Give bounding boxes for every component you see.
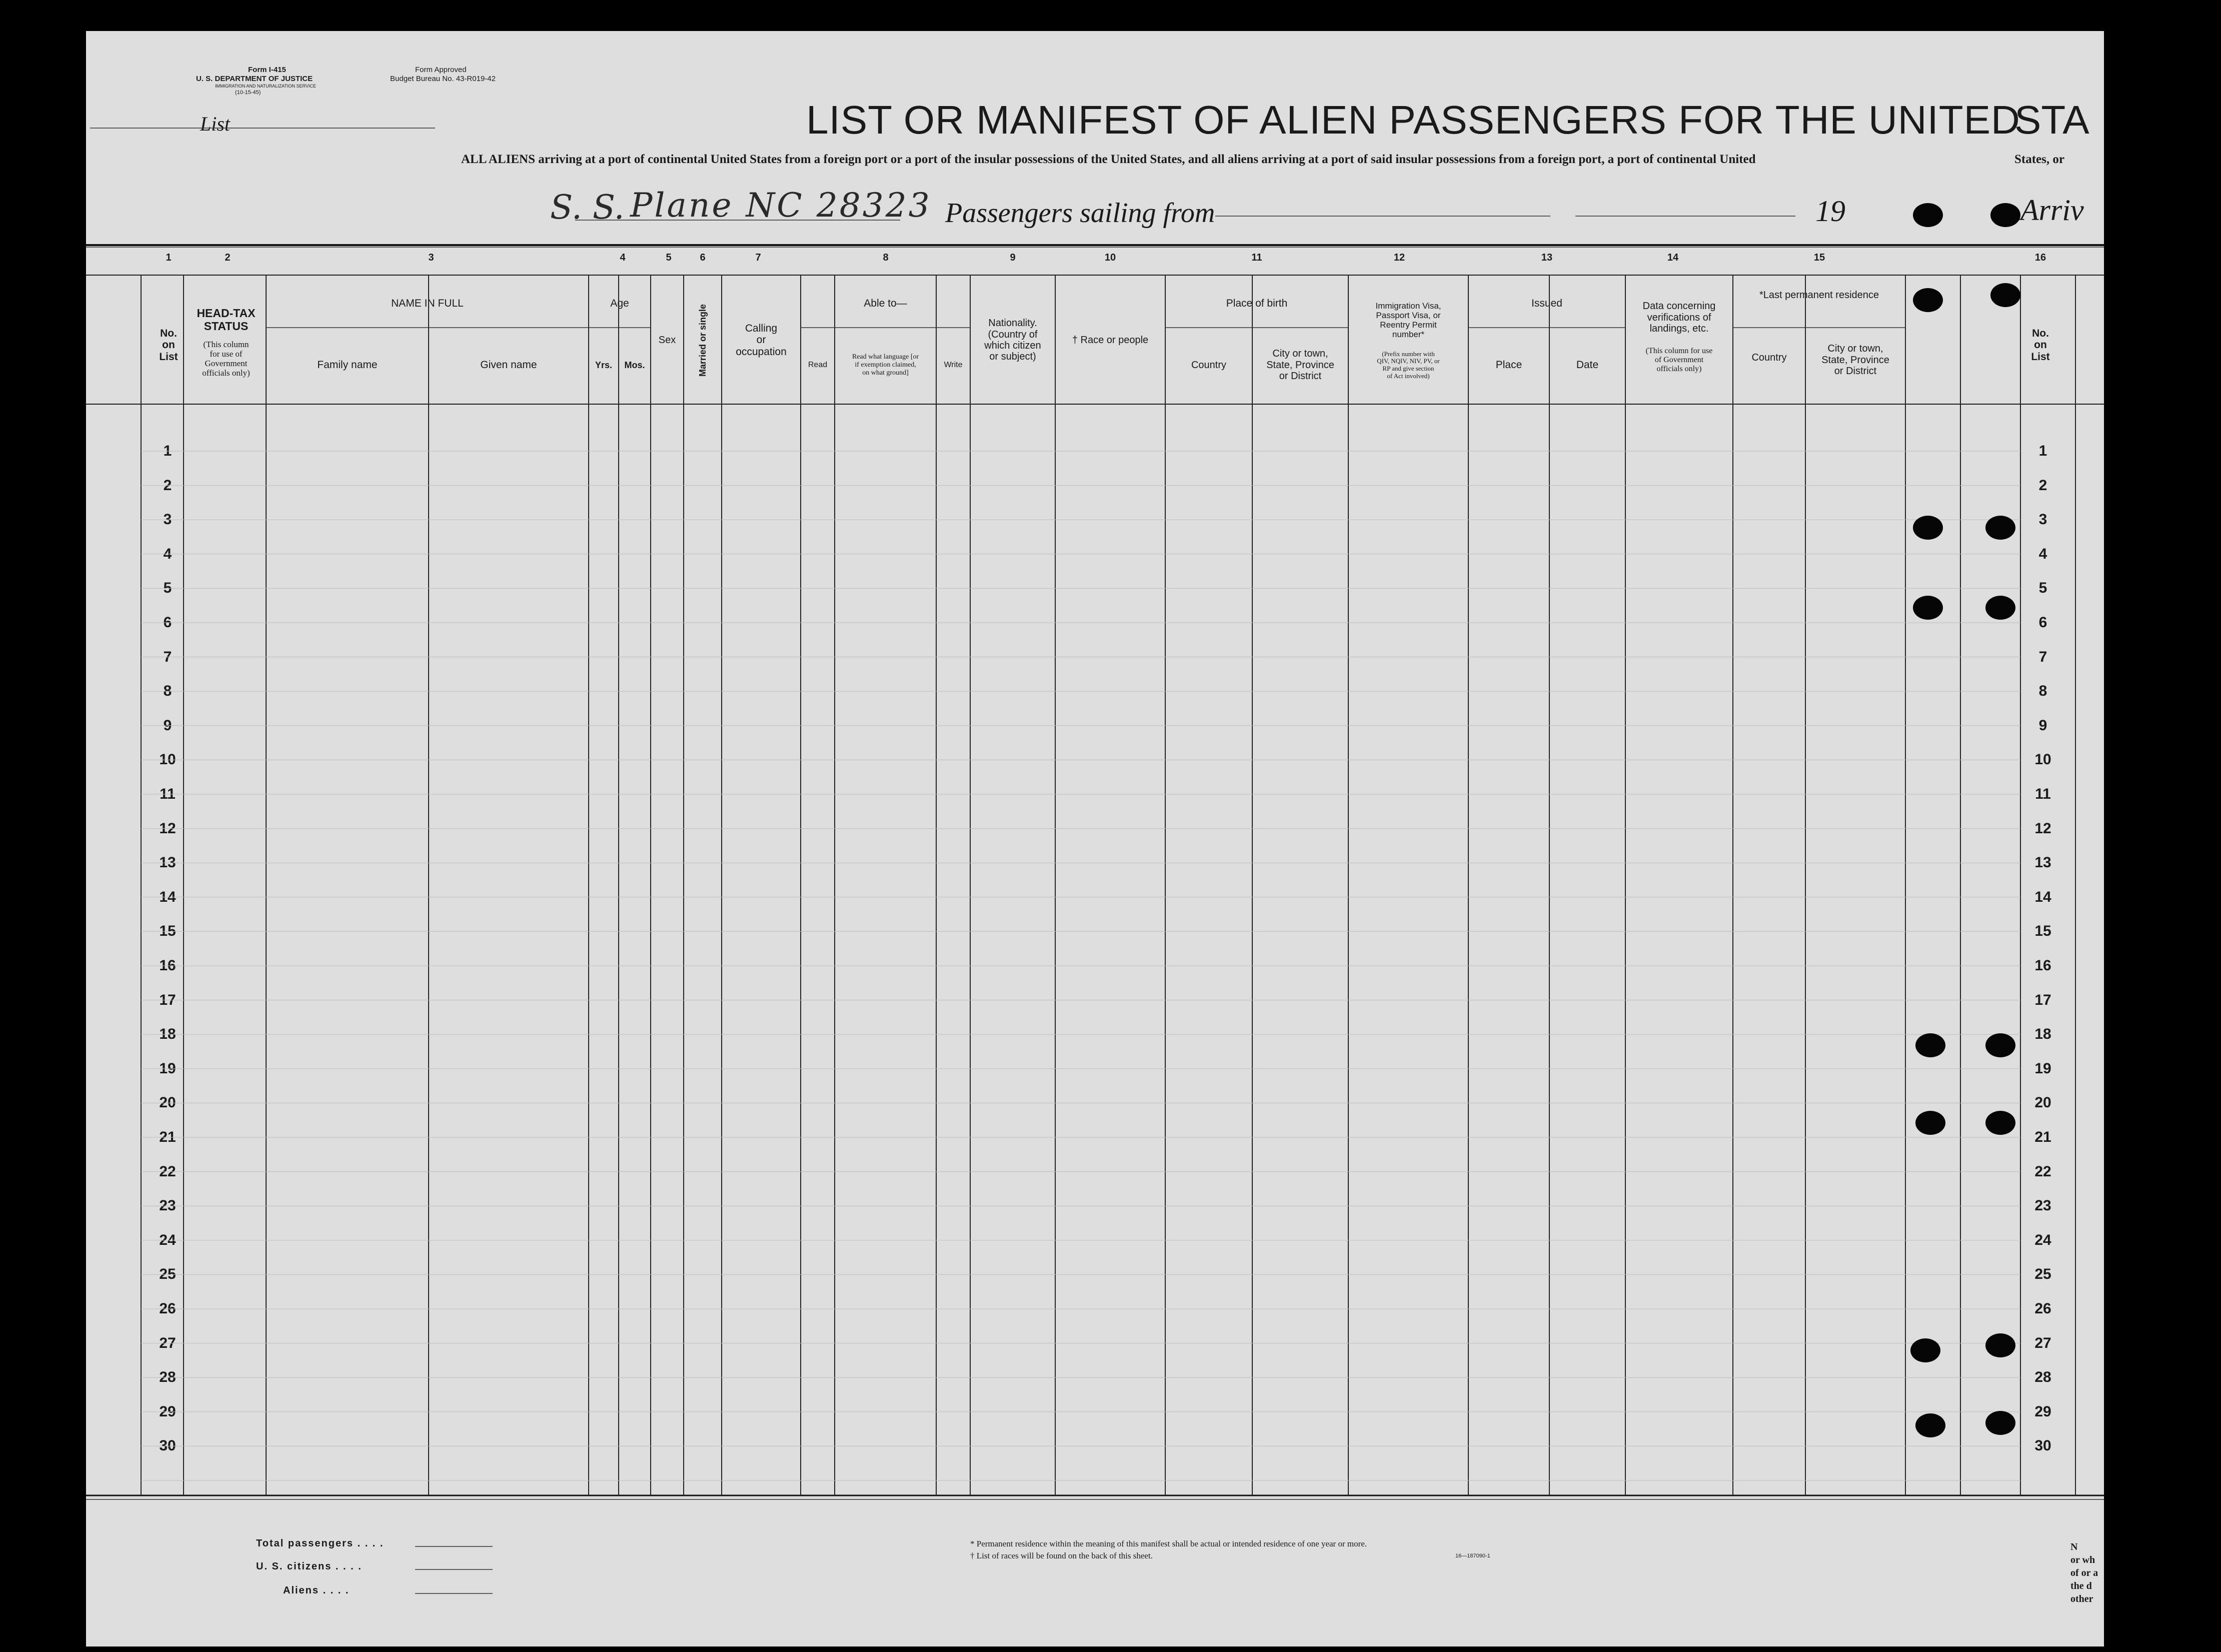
row-number: 17 (159, 991, 176, 1008)
form-number: Form I-415 (248, 66, 286, 74)
row-number-right: 27 (2034, 1334, 2051, 1351)
header-issued: Issued (1531, 298, 1562, 310)
page-title: LIST OR MANIFEST OF ALIEN PASSENGERS FOR THE UNITED (806, 98, 2020, 142)
row-number-right: 15 (2034, 923, 2051, 940)
row-number-right: 20 (2034, 1094, 2051, 1111)
punch-hole (1985, 1411, 2015, 1435)
right-edge-fragment: N or wh of or a the d other (2070, 1541, 2098, 1604)
note-races: † List of races will be found on the back of this sheet. (970, 1551, 1153, 1560)
punch-hole (1985, 1111, 2015, 1135)
row-number-right: 17 (2034, 991, 2051, 1008)
row-number-right: 3 (2038, 511, 2047, 528)
row-number: 27 (159, 1334, 176, 1351)
column-number: 11 (1251, 252, 1262, 263)
column-number: 3 (428, 252, 434, 263)
column-number: 15 (1813, 252, 1825, 263)
punch-hole (1985, 1033, 2015, 1057)
header-visa-note: (Prefix number with QIV, NQIV, NIV, PV, or RP and give section of Act involved) (1377, 350, 1440, 380)
row-number-right: 12 (2034, 820, 2051, 837)
row-number-right: 11 (2035, 786, 2051, 802)
punch-hole (1915, 1033, 1945, 1057)
row-number-right: 1 (2038, 443, 2047, 459)
column-number: 2 (225, 252, 231, 263)
header-head-tax: HEAD-TAX STATUS (197, 307, 256, 333)
column-number: 9 (1010, 252, 1016, 263)
row-number-right: 9 (2038, 717, 2047, 734)
header-no-on-list-right: No. on List (2031, 327, 2050, 363)
print-code: 16—187090-1 (1455, 1553, 1490, 1559)
punch-hole (1913, 288, 1943, 312)
column-number: 4 (620, 252, 626, 263)
header-read-language: Read what language [or if exemption claimed, on what ground] (852, 353, 919, 377)
budget-number: Budget Bureau No. 43-R019-42 (390, 75, 496, 83)
header-read: Read (808, 361, 828, 370)
punch-hole (1913, 203, 1943, 227)
header-mos: Mos. (624, 360, 645, 370)
row-number-right: 5 (2038, 580, 2047, 597)
row-number: 20 (159, 1094, 176, 1111)
list-label: List (200, 113, 231, 135)
row-number: 7 (163, 648, 172, 665)
header-name-in-full: NAME IN FULL (391, 298, 464, 310)
row-number-right: 13 (2034, 854, 2051, 871)
total-passengers-label: Total passengers . . . . (256, 1538, 384, 1549)
aliens-label: Aliens . . . . (283, 1585, 350, 1596)
header-lr-city: City or town, State, Province or District (1821, 343, 1889, 377)
row-number: 22 (159, 1163, 176, 1180)
column-number: 10 (1104, 252, 1116, 263)
row-number: 16 (159, 957, 176, 974)
row-number: 24 (159, 1231, 176, 1248)
ship-name: Plane NC 28323 (630, 186, 932, 225)
header-pob-country: Country (1191, 359, 1227, 371)
header-head-tax-note: (This column for use of Government officials only) (202, 339, 250, 378)
row-number-right: 23 (2034, 1197, 2051, 1214)
note-permanent-residence: * Permanent residence within the meaning of this manifest shall be actual or intended residence of one year or more. (970, 1539, 1367, 1548)
row-number-right: 18 (2034, 1026, 2051, 1043)
row-number-right: 14 (2034, 888, 2051, 905)
punch-hole (1913, 516, 1943, 540)
row-number: 15 (159, 923, 176, 940)
header-calling: Calling or occupation (736, 322, 787, 358)
service-label: IMMIGRATION AND NATURALIZATION SERVICE (215, 84, 316, 89)
row-number: 8 (163, 683, 172, 700)
column-number: 1 (166, 252, 172, 263)
row-number-right: 28 (2034, 1369, 2051, 1386)
arriving-cut: Arriv (2020, 194, 2084, 227)
column-number: 12 (1393, 252, 1405, 263)
column-number: 13 (1541, 252, 1553, 263)
row-number: 14 (159, 888, 176, 905)
row-number-right: 24 (2034, 1231, 2051, 1248)
header-no-on-list: No. on List (159, 327, 178, 363)
row-number: 25 (159, 1266, 176, 1283)
row-number: 26 (159, 1300, 176, 1317)
row-number: 29 (159, 1403, 176, 1420)
row-number: 11 (160, 786, 176, 802)
row-number-right: 26 (2034, 1300, 2051, 1317)
punch-hole (1910, 1338, 1940, 1362)
punch-hole (1990, 283, 2020, 307)
row-number: 3 (163, 511, 172, 528)
department-label: U. S. DEPARTMENT OF JUSTICE (196, 75, 313, 83)
column-number: 6 (700, 252, 706, 263)
header-family-name: Family name (317, 359, 378, 371)
column-number: 14 (1667, 252, 1679, 263)
row-number-right: 19 (2034, 1060, 2051, 1077)
header-data-concerning: Data concerning verifications of landings, etc. (1642, 301, 1716, 335)
row-number: 19 (159, 1060, 176, 1077)
row-number-right: 22 (2034, 1163, 2051, 1180)
row-number-right: 21 (2034, 1129, 2051, 1145)
subtitle: ALL ALIENS arriving at a port of continental United States from a foreign port or a port of the insular possessions of the United States, and all aliens arriving at a port of said insular possessions from a foreign port, a port of continental United (461, 153, 1756, 166)
header-sex: Sex (658, 334, 676, 346)
row-number: 6 (163, 614, 172, 631)
row-number: 1 (163, 443, 172, 459)
header-last-residence: *Last permanent residence (1759, 289, 1879, 301)
row-number: 30 (159, 1437, 176, 1454)
us-citizens-label: U. S. citizens . . . . (256, 1561, 362, 1572)
row-number: 2 (163, 477, 172, 494)
header-given-name: Given name (480, 359, 537, 371)
header-race: † Race or people (1072, 334, 1149, 346)
row-number-right: 8 (2038, 683, 2047, 700)
row-number: 13 (159, 854, 176, 871)
header-place-of-birth: Place of birth (1226, 298, 1288, 310)
column-number: 16 (2034, 252, 2046, 263)
header-issued-place: Place (1495, 359, 1522, 371)
ss-label: S. S. (550, 188, 625, 227)
row-number: 9 (163, 717, 172, 734)
row-number: 23 (159, 1197, 176, 1214)
row-number-right: 29 (2034, 1403, 2051, 1420)
punch-hole (1913, 596, 1943, 620)
punch-hole (1990, 203, 2020, 227)
passengers-sailing-label: Passengers sailing from (945, 198, 1215, 229)
row-number-right: 4 (2038, 545, 2047, 562)
punch-hole (1985, 516, 2015, 540)
row-number: 10 (159, 751, 176, 768)
header-yrs: Yrs. (595, 360, 613, 370)
row-number-right: 2 (2038, 477, 2047, 494)
header-issued-date: Date (1576, 359, 1599, 371)
row-number: 12 (159, 820, 176, 837)
header-able-to: Able to— (864, 298, 907, 310)
row-number-right: 25 (2034, 1266, 2051, 1283)
punch-hole (1985, 596, 2015, 620)
header-write: Write (944, 361, 963, 370)
row-number: 18 (159, 1026, 176, 1043)
row-number: 4 (163, 545, 172, 562)
row-number: 5 (163, 580, 172, 597)
row-number-right: 7 (2038, 648, 2047, 665)
row-number-right: 6 (2038, 614, 2047, 631)
header-married-single: Married or single (697, 304, 708, 377)
column-number: 8 (883, 252, 889, 263)
column-number: 5 (666, 252, 672, 263)
header-lr-country: Country (1751, 352, 1787, 363)
punch-hole (1915, 1413, 1945, 1437)
header-nationality: Nationality. (Country of which citizen or subject) (984, 318, 1041, 363)
form-approved: Form Approved (415, 66, 467, 74)
page-title-cut: STA (2014, 98, 2089, 142)
punch-hole (1985, 1333, 2015, 1357)
year-prefix: 19 (1815, 195, 1845, 228)
subtitle-cut: States, or (2014, 153, 2064, 166)
header-visa: Immigration Visa, Passport Visa, or Reentry Permit number* (1375, 301, 1441, 340)
row-number-right: 10 (2034, 751, 2051, 768)
row-number: 21 (159, 1129, 176, 1145)
row-number: 28 (159, 1369, 176, 1386)
row-number-right: 30 (2034, 1437, 2051, 1454)
header-age: Age (610, 298, 629, 310)
header-data-note: (This column for use of Government officials only) (1645, 347, 1713, 373)
punch-hole (1915, 1111, 1945, 1135)
column-number: 7 (755, 252, 761, 263)
date-code: (10-15-45) (235, 90, 261, 96)
row-number-right: 16 (2034, 957, 2051, 974)
header-pob-city: City or town, State, Province or District (1266, 348, 1334, 382)
